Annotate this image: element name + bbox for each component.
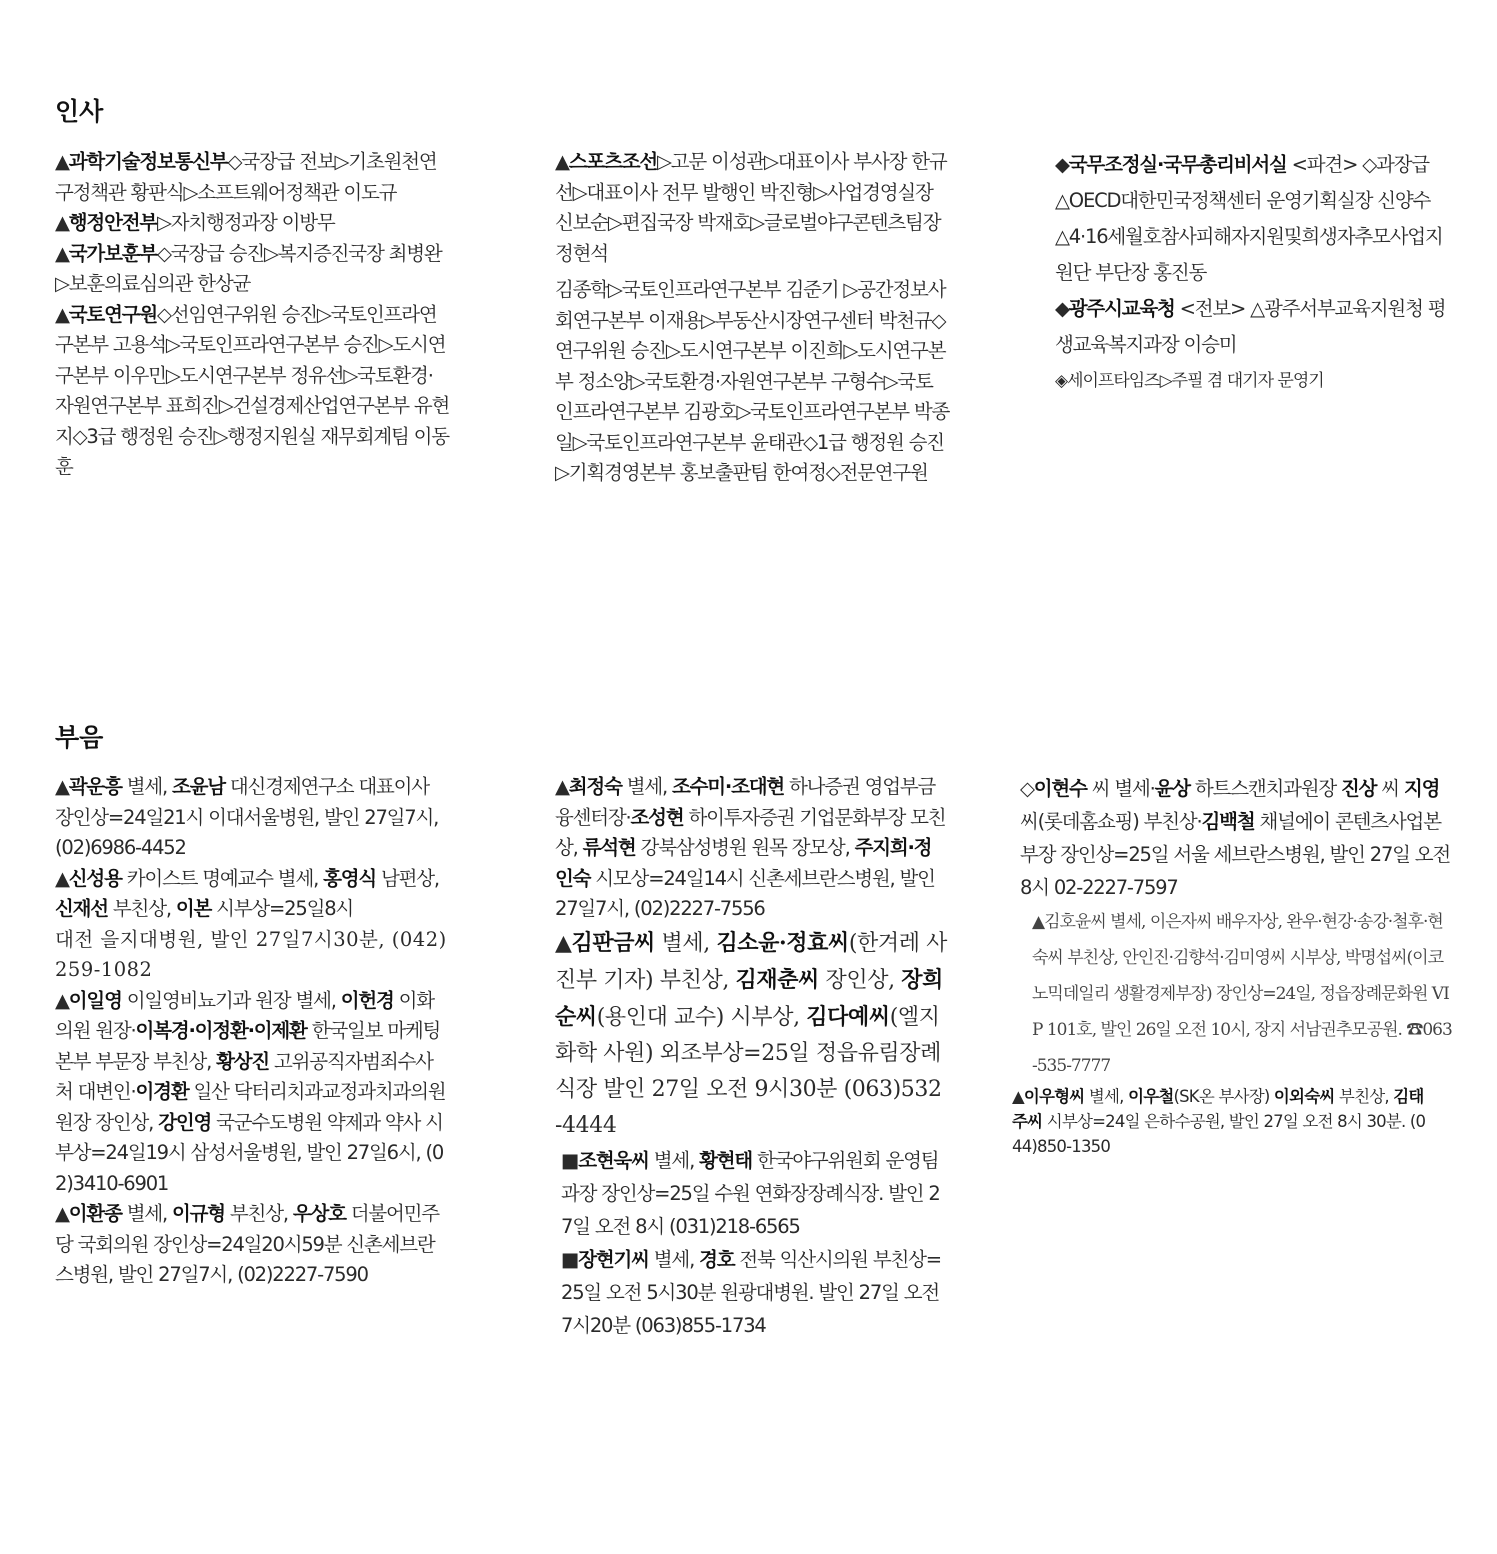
person-name: 황현태 — [699, 1148, 752, 1172]
diamond-marker: ◆ — [1055, 153, 1069, 176]
org-name: 국토연구원 — [68, 302, 157, 326]
personnel-entry — [55, 208, 450, 239]
entry-text: 채널에이 콘텐츠사업본부장 장인상=25일 서울 세브란스병원, 발인 27일 오전 8시 02-2227-7597 — [1020, 810, 1451, 899]
obituary-entry: ▲최정숙 별세, 조수미·조대현 하나증권 영업부금융센터장·조성현 하이투자증권 기업문화부장 모친상, 류석현 강북삼성병원 원목 장모상, 주지희·정인숙 시모상=24일14시 신촌세브란스병원, 발인 27일7시, (02)2227-7556 — [555, 775, 946, 920]
entry-text: <파견> ◇과장급 △OECD대한민국정책센터 운영기획실장 신양수 △4·16세월호참사피해자지원및희생자추모사업지원단 부단장 홍진동 — [1055, 153, 1443, 284]
entry-text: 시부상=25일8시 — [211, 897, 354, 920]
entry-text: 이화의원 원장· — [55, 988, 434, 1042]
triangle-marker: ▲ — [55, 211, 69, 234]
entry-text: 씨 — [1376, 777, 1404, 800]
entry-text: ◇선임연구위원 승진▷국토인프라연구본부 고용석▷국토인프라연구본부 승진▷도시연구본부 이우민▷도시연구본부 정유선▷국토환경·자원연구본부 표희진▷건설경제산업연구본부 유현지◇3급 행정원 승진▷행정지원실 재무회계팀 이동훈 — [55, 302, 450, 478]
org-name: 국무조정실·국무총리비서실 — [1068, 153, 1287, 176]
section-title-personnel: 인사 — [55, 97, 104, 126]
person-name: 김다예씨 — [806, 1003, 890, 1030]
obituary-entry: ◇이현수 씨 별세·윤상 하트스캔치과원장 진상 씨 지영 씨(롯데홈쇼핑) 부친상·김백철 채널에이 콘텐츠사업본부장 장인상=25일 서울 세브란스병원, 발인 27일 오전 8시 02-2227-7597 — [1020, 777, 1451, 899]
entry-text: <전보> △광주서부교육지원청 평생교육복지과장 이승미 — [1055, 297, 1446, 356]
entry-text: 한국일보 마케팅본부 부문장 부친상, — [55, 1019, 441, 1073]
entry-text: (한겨레 사진부 기자) 부친상, — [555, 930, 947, 993]
entry-text: 별세, — [621, 775, 672, 798]
obituary-column-3 — [1012, 772, 1452, 1159]
obituary-entry: ■장현기씨 별세, 경호 전북 익산시의원 부친상=25일 오전 5시30분 원광대병원. 발인 27일 오전 7시20분 (063)855-1734 — [561, 1247, 941, 1337]
entry-text: 남편상, — [376, 866, 439, 890]
person-name: 황상진 — [216, 1049, 270, 1073]
personnel-entry — [55, 239, 450, 300]
person-name: 조수미·조대현 — [672, 775, 785, 798]
person-name: 조현욱씨 — [578, 1148, 649, 1172]
obituary-entry: ▲김호윤씨 별세, 이은자씨 배우자상, 완우·현강·송강·철후·현숙씨 부친상, 안인진·김향석·김미영씨 시부상, 박명섭씨(이코노믹데일리 생활경제부장) 장인상=24일, 정읍장례문화원 VIP 101호, 발인 26일 오전 10시, 장지 서남권추모공원. ☎063-535-7777 — [1032, 912, 1452, 1076]
triangle-marker: ▲ — [55, 302, 69, 326]
person-name: 신재선 — [55, 897, 108, 920]
person-name: 홍영식 — [323, 866, 377, 890]
person-name: 이일영 — [68, 988, 122, 1012]
person-name: 이외숙씨 — [1273, 1087, 1335, 1106]
triangle-marker: ▲ — [555, 150, 569, 173]
person-name: 김백철 — [1201, 810, 1255, 833]
entry-text: 전북 익산시의원 부친상=25일 오전 5시30분 원광대병원. 발인 27일 오전 7시20분 (063)855-1734 — [561, 1247, 941, 1337]
person-name: 이우형씨 — [1023, 1087, 1085, 1106]
entry-text: (용인대 교수) 시부상, — [596, 1004, 807, 1030]
person-name: 신성용 — [68, 866, 122, 890]
entry-text: 장인상, — [818, 967, 902, 993]
person-name: 이경환 — [135, 1080, 189, 1103]
entry-text: 별세, — [1084, 1087, 1129, 1106]
entry-text: 하나증권 영업부금융센터장· — [555, 775, 936, 829]
org-name: 광주시교육청 — [1068, 297, 1175, 320]
entry-text: (엘지화학 사원) 외조부상=25일 정읍유림장례식장 발인 27일 오전 9시30분 (063)532-4444 — [555, 1004, 942, 1138]
entry-text: ◇국장급 전보▷기초원천연구정책관 황판식▷소프트웨어정책관 이도규 — [55, 150, 437, 204]
person-name: 경호 — [699, 1247, 735, 1271]
person-name: 김태주씨 — [1012, 1087, 1424, 1131]
triangle-marker: ▲ — [55, 150, 69, 173]
entry-text: 고위공직자범죄수사처 대변인· — [55, 1049, 433, 1103]
entry-text: 별세, — [121, 1202, 172, 1225]
person-name: 주지희·정인숙 — [555, 836, 932, 890]
entry-text: 별세, — [648, 1247, 700, 1271]
entry-text: 하트스캔치과원장 — [1189, 777, 1342, 800]
entry-text: 국군수도병원 약제과 약사 시부상=24일19시 삼성서울병원, 발인 27일6시, (02)3410-6901 — [55, 1110, 444, 1195]
person-name: 진상 — [1341, 777, 1377, 800]
entry-text: 강북삼성병원 원목 장모상, — [635, 836, 855, 859]
entry-text: ◇국장급 승진▷복지증진국장 최병완▷보훈의료심의관 한상균 — [55, 241, 442, 295]
entry-text: 카이스트 명예교수 별세, — [121, 866, 324, 890]
personnel-entry — [55, 300, 450, 483]
entry-text: 이일영비뇨기과 원장 별세, — [121, 988, 341, 1012]
entry-text: 별세, — [648, 1148, 700, 1172]
obituary-entry: ▲곽운흥 별세, 조윤남 대신경제연구소 대표이사 장인상=24일21시 이대서울병원, 발인 27일7시, (02)6986-4452 — [55, 775, 439, 859]
obituary-column-2 — [555, 772, 947, 1342]
diamond-marker: ◆ — [1055, 297, 1069, 320]
personnel-entry — [555, 275, 950, 489]
entry-text: 시모상=24일14시 신촌세브란스병원, 발인 27일7시, (02)2227-7556 — [555, 866, 935, 920]
entry-text: 대신경제연구소 대표이사 장인상=24일21시 이대서울병원, 발인 27일7시, (02)6986-4452 — [55, 775, 439, 859]
person-name: 장희순씨 — [555, 966, 944, 1030]
person-name: 우상호 — [292, 1202, 346, 1225]
obituary-entry: ▲이일영 이일영비뇨기과 원장 별세, 이헌경 이화의원 원장·이복경·이정환·이제환 한국일보 마케팅본부 부문장 부친상, 황상진 고위공직자범죄수사처 대변인·이경환 일산 닥터리치과교정과치과의원 원장 장인상, 강인영 국군수도병원 약제과 약사 시부상=24일19시 삼성서울병원, 발인 27일6시, (02)3410-6901 — [55, 988, 446, 1195]
entry-text: 씨 별세· — [1086, 777, 1155, 800]
section-title-obituary: 부음 — [55, 723, 104, 752]
obituary-entry: ▲신성용 카이스트 명예교수 별세, 홍영식 남편상, 신재선 부친상, 이본 시부상=25일8시 — [55, 866, 439, 920]
entry-text: 별세, — [654, 930, 717, 956]
person-name: 조윤남 — [172, 775, 225, 798]
personnel-column-2 — [555, 147, 950, 489]
entry-text: 부친상, — [1334, 1087, 1394, 1106]
person-name: 이헌경 — [340, 988, 394, 1012]
person-name: 이본 — [175, 897, 212, 920]
person-name: 장현기씨 — [578, 1247, 649, 1271]
entry-text: ▷고문 이성관▷대표이사 부사장 한규선▷대표이사 전무 발행인 박진형▷사업경영실장 신보순▷편집국장 박재호▷글로벌야구콘텐츠팀장 정현석 — [555, 150, 947, 265]
person-name: 김재춘씨 — [735, 966, 819, 993]
person-name: 이규형 — [172, 1202, 225, 1225]
org-name: 국가보훈부 — [68, 241, 157, 265]
personnel-entry — [1055, 291, 1447, 363]
person-name: 김판금씨 — [571, 929, 655, 956]
person-name: 이환종 — [68, 1202, 122, 1225]
personnel-column-3 — [1055, 147, 1447, 399]
person-name: 지영 — [1403, 777, 1440, 800]
person-name: 조성현 — [630, 805, 684, 829]
entry-text: 하이투자증권 기업문화부장 모친상, — [555, 805, 946, 859]
obituary-entry: ▲이환종 별세, 이규형 부친상, 우상호 더불어민주당 국회의원 장인상=24일20시59분 신촌세브란스병원, 발인 27일7시, (02)2227-7590 — [55, 1202, 439, 1286]
entry-text: 김종학▷국토인프라연구본부 김준기 ▷공간정보사회연구본부 이재용▷부동산시장연구센터 박천규◇연구위원 승진▷도시연구본부 이진희▷도시연구본부 정소양▷국토환경·자원연구본부 구형수▷국토인프라연구본부 김광호▷국토인프라연구본부 박종일▷국토인프라연구본부 윤태관◇1급 행정원 승진▷기획경영본부 홍보출판팀 한여정◇전문연구원 — [555, 278, 950, 484]
person-name: 이복경·이정환·이제환 — [135, 1019, 307, 1042]
entry-text: 부친상, — [107, 897, 176, 920]
personnel-column-1 — [55, 147, 450, 483]
entry-text: 씨(롯데홈쇼핑) 부친상· — [1020, 810, 1202, 833]
org-name: 스포츠조선 — [568, 150, 657, 173]
obituary-entry-continued: 대전 을지대병원, 발인 27일7시30분, (042)259-1082 — [55, 927, 447, 981]
person-name: 최정숙 — [568, 775, 622, 798]
personnel-entry — [1055, 147, 1447, 291]
person-name: 류석현 — [582, 836, 636, 859]
triangle-marker: ▲ — [55, 241, 69, 265]
person-name: 김소윤·정효씨 — [716, 929, 849, 956]
personnel-entry — [555, 147, 950, 269]
entry-text: 별세, — [121, 775, 172, 798]
obituary-column-1 — [55, 772, 450, 1291]
entry-text: 한국야구위원회 운영팀 과장 장인상=25일 수원 연화장장례식장. 발인 27일 오전 8시 (031)218-6565 — [561, 1148, 940, 1238]
entry-text: 부친상, — [224, 1202, 293, 1225]
person-name: 이우철 — [1128, 1087, 1174, 1106]
entry-text: (SK온 부사장) — [1173, 1087, 1274, 1106]
entry-text: 일산 닥터리치과교정과치과의원 원장 장인상, — [55, 1080, 446, 1134]
entry-text: 시부상=24일 은하수공원, 발인 27일 오전 8시 30분. (044)850-1350 — [1012, 1112, 1426, 1156]
person-name: 강인영 — [158, 1110, 212, 1134]
entry-text: ▷자치행정과장 이방무 — [156, 211, 335, 234]
person-name: 윤상 — [1154, 777, 1190, 800]
entry-text: 더불어민주당 국회의원 장인상=24일20시59분 신촌세브란스병원, 발인 27일7시, (02)2227-7590 — [55, 1202, 439, 1286]
obituary-entry: ■조현욱씨 별세, 황현태 한국야구위원회 운영팀 과장 장인상=25일 수원 연화장장례식장. 발인 27일 오전 8시 (031)218-6565 — [561, 1148, 940, 1238]
personnel-entry — [55, 147, 450, 208]
obituary-entry: ▲김판금씨 별세, 김소윤·정효씨(한겨레 사진부 기자) 부친상, 김재춘씨 장인상, 장희순씨(용인대 교수) 시부상, 김다예씨(엘지화학 사원) 외조부상=25일 정읍유림장례식장 발인 27일 오전 9시30분 (063)532-4444 — [555, 929, 947, 1138]
obituary-entry: ▲이우형씨 별세, 이우철(SK온 부사장) 이외숙씨 부친상, 김태주씨 시부상=24일 은하수공원, 발인 27일 오전 8시 30분. (044)850-1350 — [1012, 1087, 1426, 1156]
personnel-entry: ◈세이프타임즈▷주필 겸 대기자 문영기 — [1055, 371, 1324, 391]
org-name: 행정안전부 — [68, 211, 157, 234]
person-name: 곽운흥 — [68, 775, 122, 798]
person-name: 이현수 — [1033, 777, 1087, 800]
org-name: 과학기술정보통신부 — [68, 150, 228, 173]
